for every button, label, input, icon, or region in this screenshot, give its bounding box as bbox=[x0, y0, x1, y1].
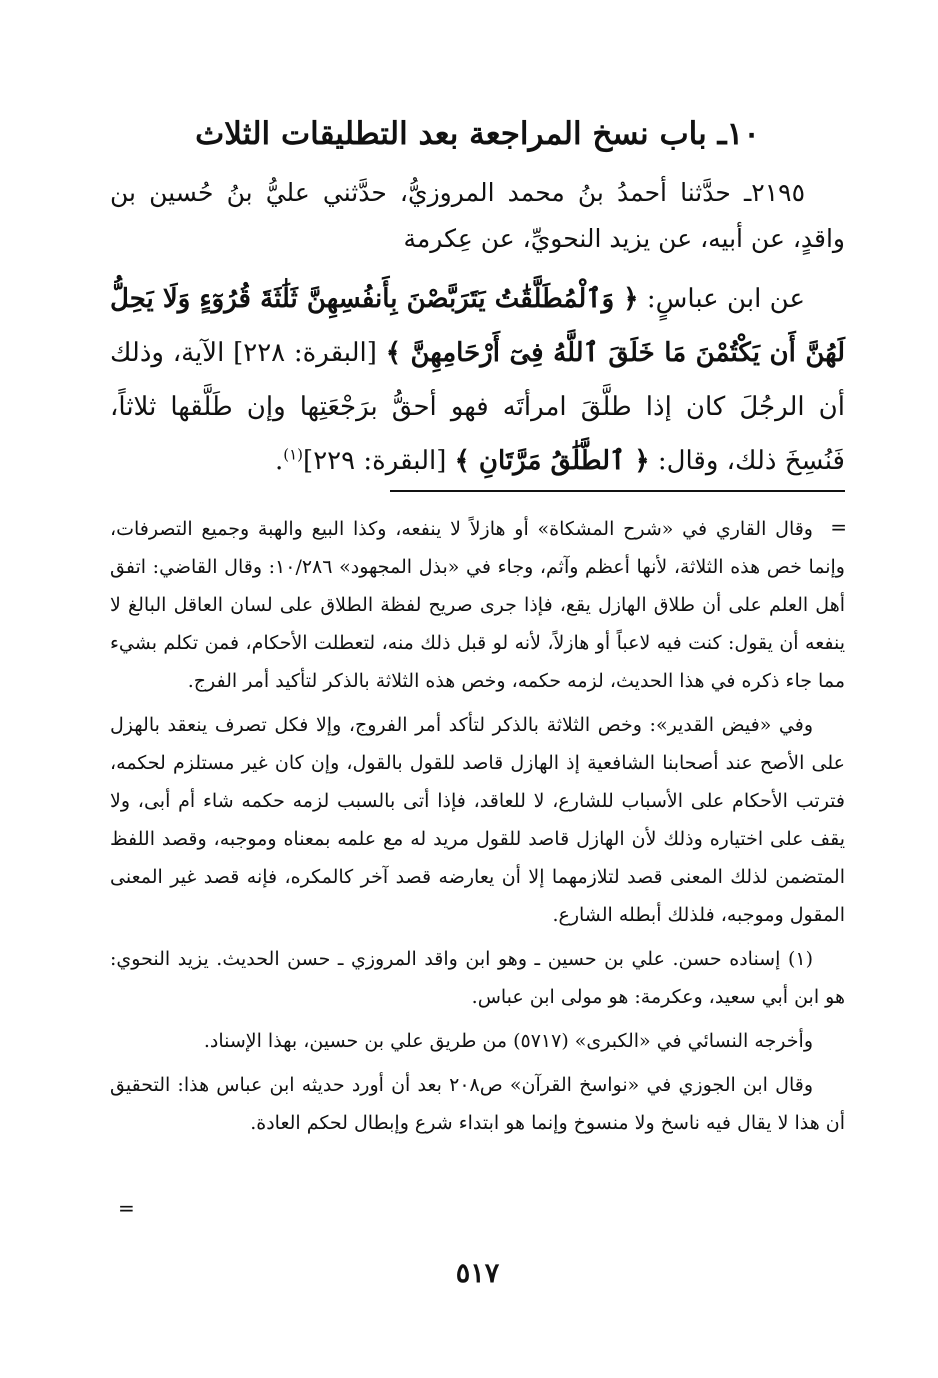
footnotes bbox=[110, 510, 845, 1142]
hadith-text bbox=[110, 170, 845, 488]
hadith-isnad: ٢١٩٥ـ حدَّثنا أحمدُ بنُ محمد المروزيُّ، حدَّثني عليُّ بنُ حُسين بن واقدٍ، عن أبيه، عن يزيد النحويِّ، عن عِكرمة bbox=[110, 178, 845, 253]
book-page bbox=[110, 0, 845, 1378]
continuation-mark-top: = bbox=[830, 515, 847, 539]
chapter-title: ١٠ـ باب نسخ المراجعة بعد التطليقات الثلاث bbox=[195, 116, 760, 152]
sentence-end: . bbox=[274, 446, 284, 476]
footnote-paragraph: وأخرجه النسائي في «الكبرى» (٥٧١٧) من طريق علي بن حسين، بهذا الإسناد. bbox=[203, 1030, 813, 1052]
quran-verse-1: ﴿ وَٱلْمُطَلَّقَٰتُ يَتَرَبَّصْنَ بِأَنفُسِهِنَّ ثَلَٰثَةَ قُرُوٓءٍ وَلَا يَحِلُّ لَهُنَّ أَن يَكْتُمْنَ مَا خَلَقَ ٱللَّهُ فِىٓ أَرْحَامِهِنَّ ﴾ bbox=[110, 284, 846, 368]
footnote-marker: (١) bbox=[283, 445, 304, 464]
footnote-paragraph: وقال القاري في «شرح المشكاة» أو هازلاً لا ينفعه، وكذا البيع والهبة وجميع التصرفات، وإنما خص هذه الثلاثة، لأنها أعظم وآثم، وجاء في «بذل المجهود» ١٠/٢٨٦: وقال القاضي: اتفق أهل العلم على أن طلاق الهازل يقع، فإذا جرى صريح لفظة الطلاق على لسان العاقل البالغ لا ينفعه أن يقول: كنت فيه لاعباً أو هازلاً، لأنه لو قبل ذلك منه، لتعطلت الأحكام، فمن تكلم بشيء مما جاء ذكره في هذا الحديث، لزمه حكمه، وخص هذه الثلاثة بالذكر لتأكيد أمر الفرج. bbox=[110, 518, 845, 692]
page-number: ٥١٧ bbox=[455, 1258, 500, 1289]
hadith-matn bbox=[110, 272, 845, 488]
continuation-mark-bottom: = bbox=[118, 1196, 135, 1220]
footnote-paragraph: وفي «فيض القدير»: وخص الثلاثة بالذكر لتأكد أمر الفروج، وإلا فكل تصرف ينعقد بالهزل على الأصح عند أصحابنا الشافعية إذ الهازل قاصد للقول بالقول، وإن كان غير مستلزم لحكمه، فترتب الأحكام على الأسباب للشارع، لا للعاقد، فإذا أتى بالسبب لزمه حكمه شاء أم أبى، ولا يقف على اختياره وذلك لأن الهازل قاصد للقول مريد له مع علمه بمعناه وموجبه، وقصد اللفظ المتضمن لذلك المعنى قصد لتلازمهما إلا أن يعارضه قصد آخر كالمكره، فإنه قصد غير المعنى المقول وموجبه، فلذلك أبطله الشارع. bbox=[110, 714, 845, 926]
verse-reference-2: [البقرة: ٢٢٩] bbox=[303, 446, 447, 476]
footnote-paragraph: وقال ابن الجوزي في «نواسخ القرآن» ص٢٠٨ بعد أن أورد حديثه ابن عباس هذا: التحقيق أن هذا لا يقال فيه ناسخ ولا منسوخ وإنما هو ابتداء شرع وإبطال لحكم العادة. bbox=[110, 1074, 845, 1134]
footnote-separator bbox=[390, 490, 845, 492]
matn-intro: عن ابن عباسٍ: bbox=[646, 284, 805, 314]
verse-reference-1: [البقرة: ٢٢٨] الآية، وذلك أن الرجُلَ كان إذا طلَّقَ امرأتَه فهو أحقُّ برَجْعَتِها وإن طَلَّقها ثلاثاً، فَنُسِخَ ذلك، وقال: bbox=[110, 338, 845, 476]
footnote-1: (١) إسناده حسن. علي بن حسين ـ وهو ابن واقد المروزي ـ حسن الحديث. يزيد النحوي: هو ابن أبي سعيد، وعكرمة: هو مولى ابن عباس. bbox=[110, 948, 845, 1008]
quran-verse-2: ﴿ ٱلطَّلَٰقُ مَرَّتَانِ ﴾ bbox=[454, 446, 650, 476]
